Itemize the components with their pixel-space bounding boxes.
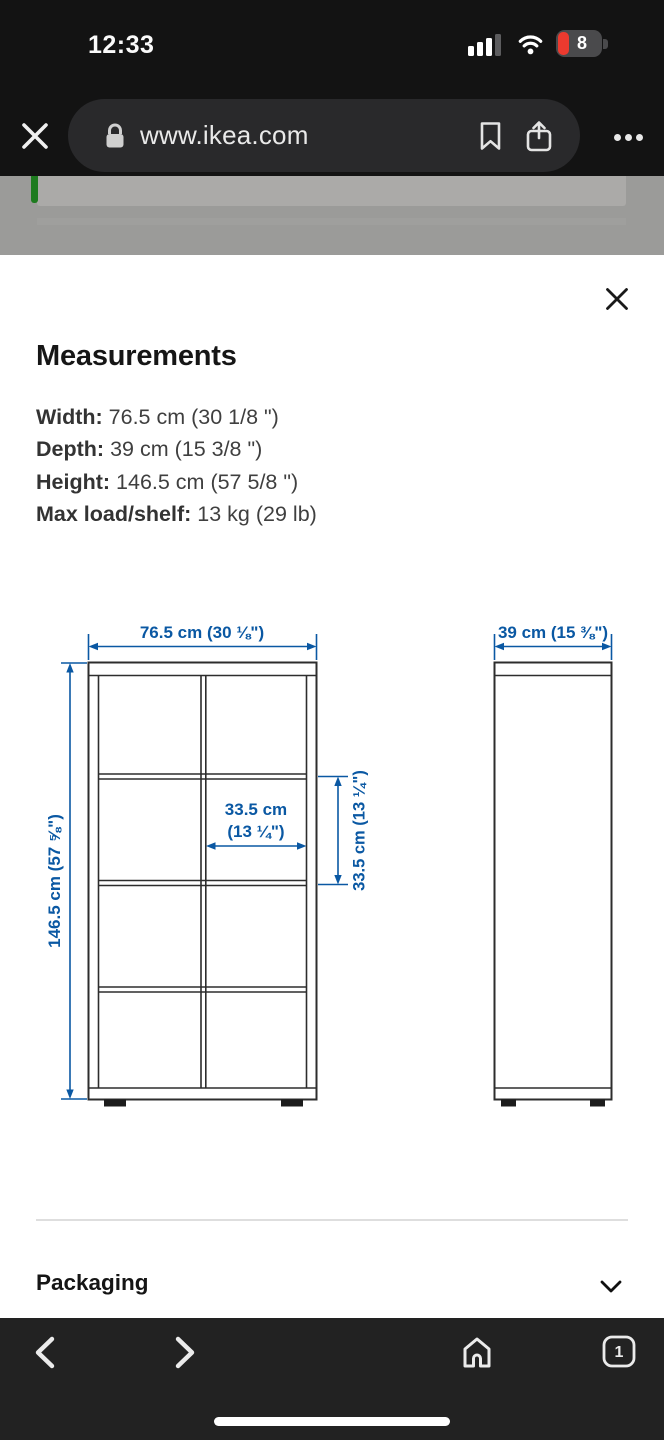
spec-height: Height: 146.5 cm (57 5/8 ") [36,469,299,494]
url-bar[interactable] [68,99,580,172]
forward-icon [175,1336,197,1369]
bookmark-icon [479,121,502,151]
modal-close-button[interactable] [596,279,638,321]
dimmed-content-band [37,176,626,206]
home-indicator[interactable] [214,1417,450,1426]
spec-depth: Depth: 39 cm (15 3/8 ") [36,437,263,462]
cellular-signal-icon [468,30,505,57]
bookmark-button[interactable] [467,99,514,172]
spec-max-load: Max load/shelf: 13 kg (29 lb) [36,502,317,527]
back-button[interactable] [26,1332,62,1376]
status-icons [468,30,608,57]
lock-icon [104,122,126,150]
overflow-menu-button[interactable] [606,120,650,154]
back-icon [33,1336,55,1369]
browser-close-button[interactable] [18,120,52,154]
dimension-drawing [0,600,664,1160]
home-button[interactable] [458,1332,496,1376]
browser-chrome [0,0,664,176]
chevron-down-icon [600,1280,622,1293]
battery-percentage: 8 [576,33,587,53]
close-icon [605,287,629,311]
share-icon [526,120,552,152]
side-view [495,623,612,1107]
spec-width: Width: 76.5 cm (30 1/8 ") [36,405,279,429]
green-progress-indicator [31,176,38,203]
forward-button[interactable] [168,1332,204,1376]
dimmed-page-backdrop [0,176,664,255]
side-depth-label: 39 cm (15 ⅜") [497,623,609,642]
share-button[interactable] [514,99,564,172]
section-divider [36,1219,628,1221]
cell-width-label-line1: 33.5 cm [224,800,288,819]
home-icon [462,1336,492,1369]
close-icon [20,121,50,151]
front-height-label: 146.5 cm (57 ⅝") [45,814,64,948]
wifi-icon [515,31,546,56]
overflow-menu-icon [614,134,621,141]
packaging-section-toggle[interactable] [0,1260,664,1318]
front-view [45,623,369,1107]
url-text: www.ikea.com [140,120,309,150]
packaging-label: Packaging [36,1270,149,1295]
cell-height-label: 33.5 cm (13 ¼") [350,770,369,891]
page-title: Measurements [36,340,237,372]
front-width-label: 76.5 cm (30 ⅛") [139,623,265,642]
status-time: 12:33 [88,31,155,59]
cell-width-label-line2: (13 ¼") [227,822,285,841]
measurements-modal [0,255,664,1318]
browser-toolbar [0,1318,664,1440]
tab-count: 1 [614,1344,624,1361]
battery-icon [556,30,608,57]
measurement-specs [36,401,317,531]
tabs-button[interactable] [600,1333,638,1373]
